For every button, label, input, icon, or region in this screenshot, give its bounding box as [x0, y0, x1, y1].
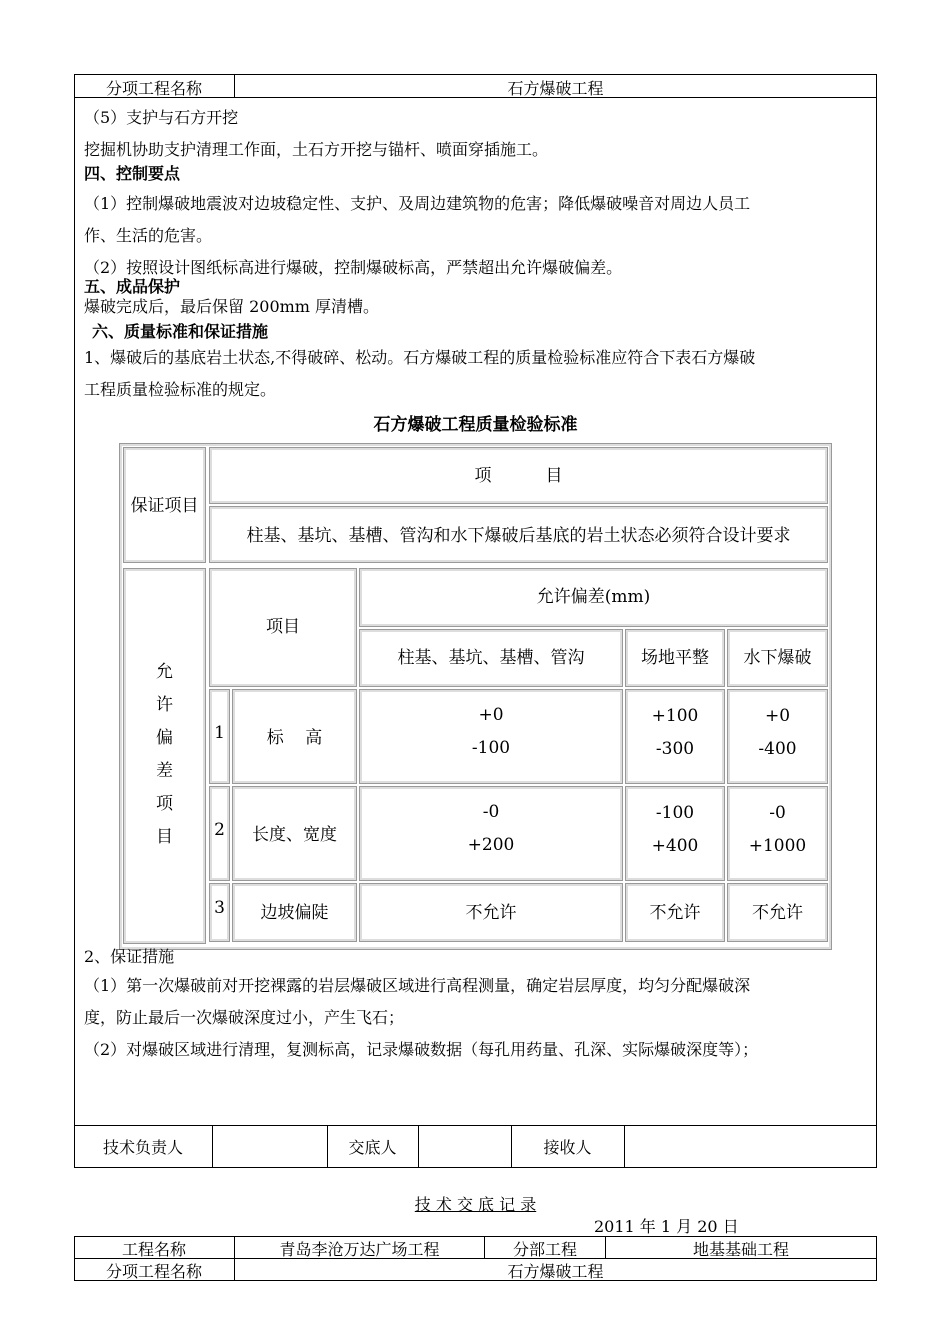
- section-5-body: 挖掘机协助支护清理工作面，土石方开挖与锚杆、喷面穿插施工。: [84, 140, 549, 159]
- row1-v3-lower: -400: [758, 739, 797, 759]
- col-header-underwater: 水下爆破: [743, 648, 812, 668]
- row2-v3-lower: +1000: [748, 836, 807, 856]
- presenter-label: 交底人: [348, 1138, 397, 1157]
- header-value: 石方爆破工程: [507, 79, 604, 98]
- section-6-para1-line2: 工程质量检验标准的规定。: [84, 380, 277, 399]
- division-value: 地基基础工程: [692, 1240, 789, 1259]
- row1-v3-upper: +0: [764, 706, 791, 726]
- division-label: 分部工程: [512, 1240, 577, 1259]
- section-5b-title: 五、成品保护: [84, 277, 181, 296]
- row3-v3: 不允许: [752, 903, 803, 923]
- row3-v2: 不允许: [649, 903, 701, 923]
- row2-name: 长度、宽度: [252, 825, 337, 845]
- row3-no: 3: [214, 898, 225, 918]
- section-5-title: （5）支护与石方开挖: [84, 108, 239, 127]
- row2-v1-upper: -0: [482, 802, 500, 822]
- row1-v1-lower: -100: [471, 738, 511, 758]
- row1-v2-upper: +100: [651, 706, 699, 726]
- row1-name: 标 高: [266, 728, 323, 748]
- row1-v2-lower: -300: [655, 739, 695, 759]
- item-column-header: 项目: [266, 617, 300, 637]
- row3-v1: 不允许: [465, 903, 517, 923]
- next-page-title: 技 术 交 底 记 录: [414, 1195, 537, 1214]
- col-header-site-leveling: 场地平整: [641, 648, 709, 668]
- section-6-para1-line1: 1、爆破后的基底岩土状态,不得破碎、松动。石方爆破工程的质量检验标准应符合下表石方爆破: [84, 348, 756, 367]
- quality-table-title: 石方爆破工程质量检验标准: [373, 415, 578, 435]
- project-value: 青岛李沧万达广场工程: [279, 1240, 440, 1259]
- guarantee-label: 保证项目: [130, 496, 199, 516]
- tech-lead-field[interactable]: [213, 1126, 327, 1167]
- item-header: 项 目: [474, 466, 563, 486]
- section-4-title: 四、控制要点: [84, 164, 181, 183]
- measures-1-line2: 度，防止最后一次爆破深度过小，产生飞石；: [84, 1008, 405, 1027]
- allow-deviation-header: 允许偏差(mm): [536, 587, 651, 607]
- row2-v3-upper: -0: [769, 803, 786, 823]
- section-4-para1-line2: 作、生活的危害。: [84, 226, 213, 245]
- row2-no: 2: [214, 820, 225, 840]
- section-4-para1-line1: （1）控制爆破地震波对边坡稳定性、支护、及周边建筑物的危害；降低爆破噪音对周边人员工: [84, 194, 751, 213]
- receiver-label: 接收人: [543, 1138, 592, 1157]
- row2-v2-upper: -100: [655, 803, 695, 823]
- measures-title: 2、保证措施: [84, 947, 175, 966]
- presenter-field[interactable]: [419, 1126, 511, 1167]
- row3-name: 边坡偏陡: [260, 903, 329, 923]
- guarantee-text: 柱基、基坑、基槽、管沟和水下爆破后基底的岩土状态必须符合设计要求: [246, 526, 791, 546]
- col-header-foundation: 柱基、基坑、基槽、管沟: [397, 648, 585, 668]
- sub-project-label: 分项工程名称: [105, 1262, 202, 1281]
- section-6-title: 六、质量标准和保证措施: [92, 322, 269, 341]
- row1-v1-upper: +0: [478, 705, 504, 725]
- measures-1-line1: （1）第一次爆破前对开挖裸露的岩层爆破区域进行高程测量，确定岩层厚度，均匀分配爆破深: [84, 976, 751, 995]
- row2-v2-lower: +400: [651, 836, 699, 856]
- section-5b-body: 爆破完成后，最后保留 200mm 厚清槽。: [84, 297, 380, 316]
- measures-2: （2）对爆破区域进行清理，复测标高，记录爆破数据（每孔用药量、孔深、实际爆破深度等）；: [84, 1040, 759, 1059]
- project-label: 工程名称: [121, 1240, 186, 1259]
- header-label: 分项工程名称: [105, 79, 202, 98]
- sub-project-value: 石方爆破工程: [507, 1262, 604, 1281]
- receiver-field[interactable]: [625, 1126, 876, 1167]
- next-page-date: 2011 年 1 月 20 日: [594, 1217, 739, 1236]
- tech-lead-label: 技术负责人: [102, 1138, 183, 1157]
- section-4-para2: （2）按照设计图纸标高进行爆破，控制爆破标高，严禁超出允许爆破偏差。: [84, 258, 623, 277]
- row1-no: 1: [214, 723, 225, 743]
- row2-v1-lower: +200: [467, 835, 515, 855]
